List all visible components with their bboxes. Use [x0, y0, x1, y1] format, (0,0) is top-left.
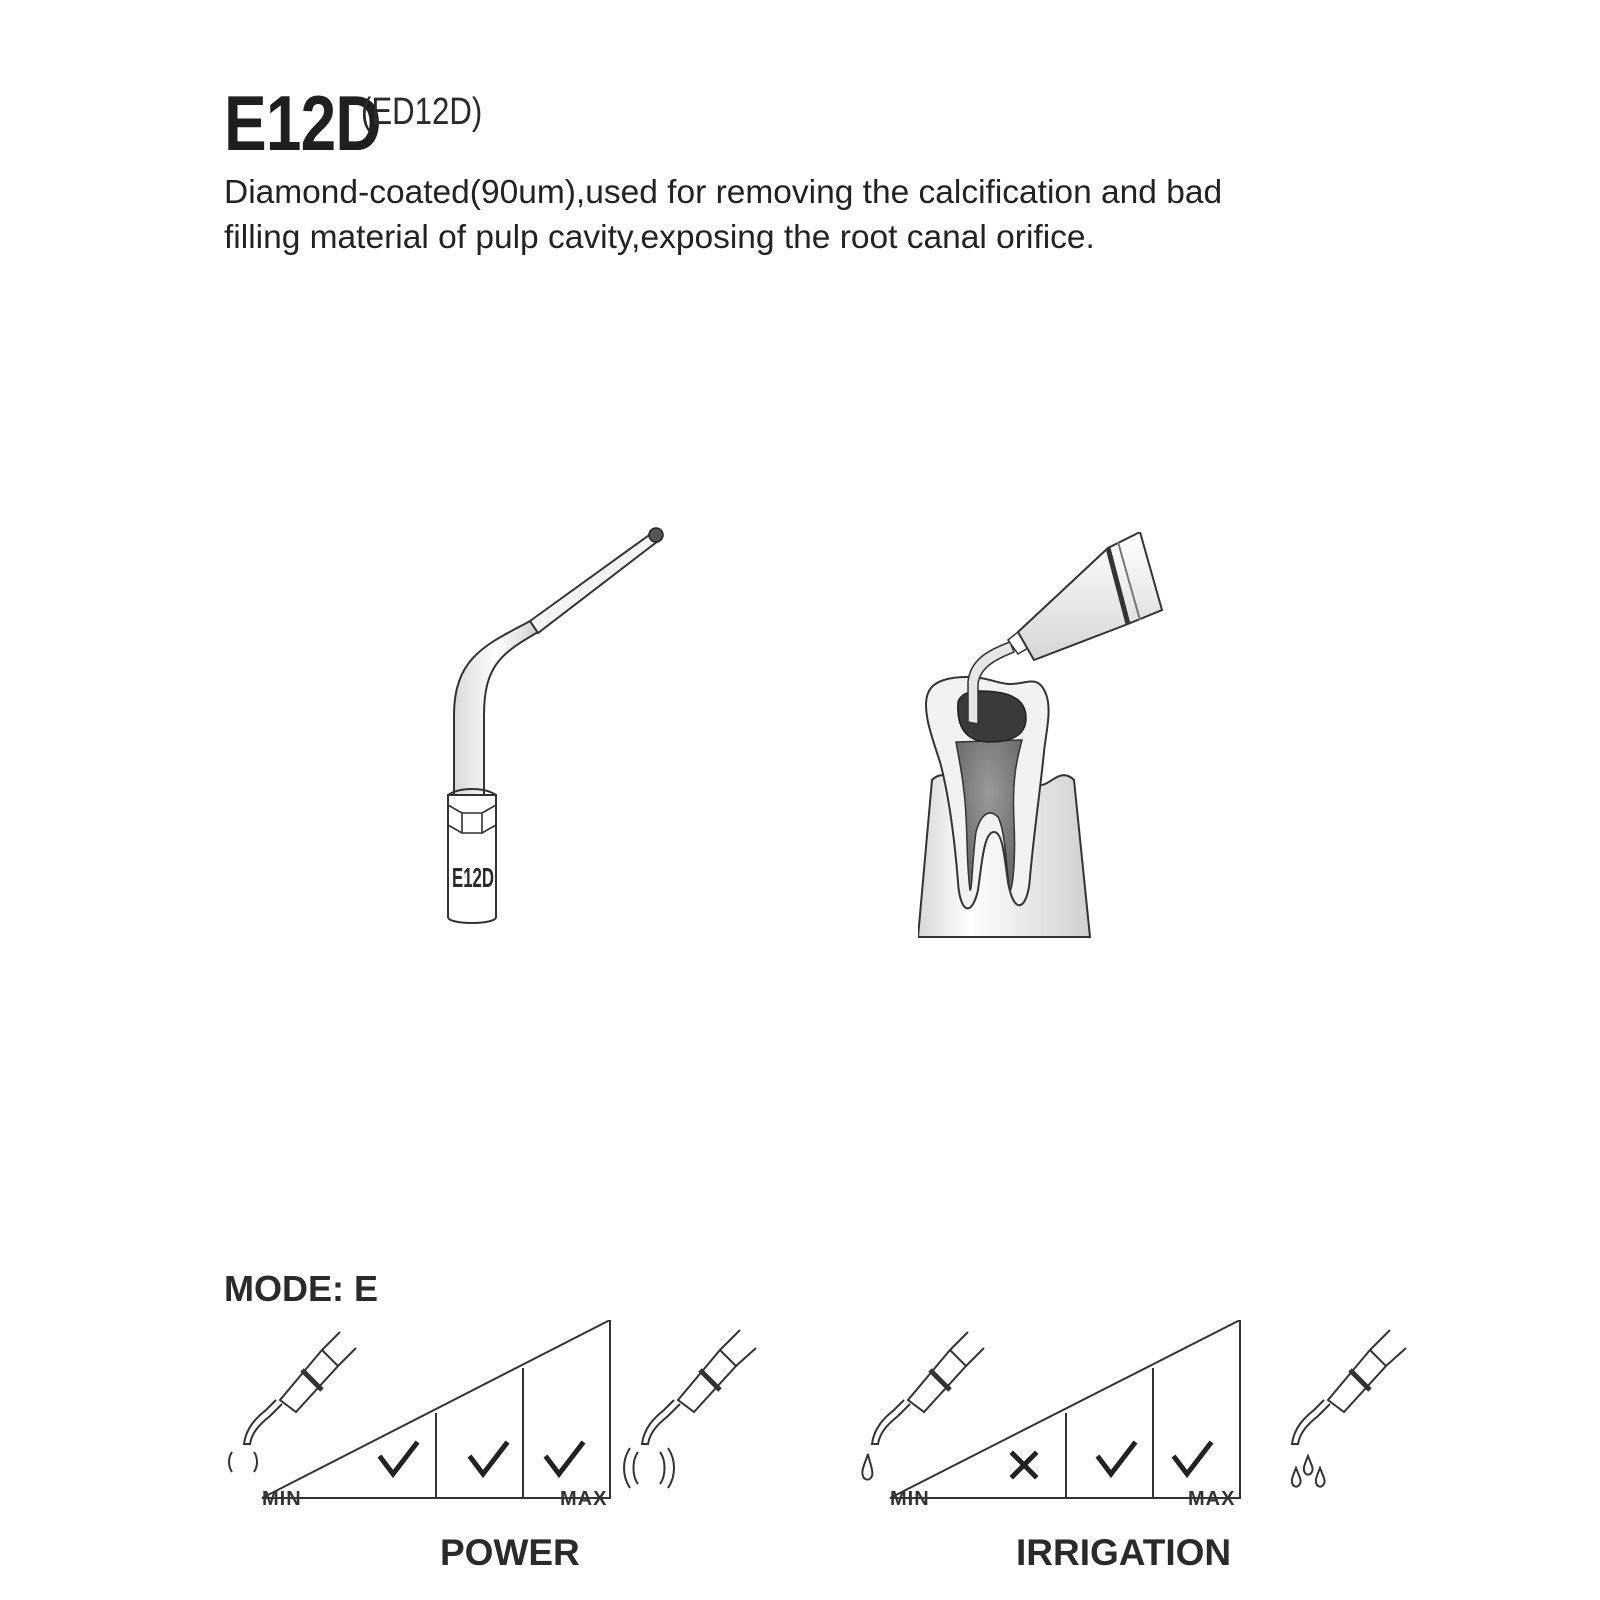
- high-power-handpiece-icon: [624, 1330, 756, 1488]
- tip-engraving-label: E12D: [452, 862, 494, 893]
- diamond-ball-tip: [649, 528, 663, 542]
- irrigation-scale: [838, 1320, 1438, 1510]
- high-irrigation-handpiece-icon: [1292, 1330, 1406, 1487]
- description-line-2: filling material of pulp cavity,exposing the root canal orifice.: [224, 219, 1095, 256]
- power-min-label: MIN: [262, 1488, 302, 1510]
- scaler-tip-illustration: [440, 525, 690, 935]
- low-power-handpiece-icon: [229, 1328, 356, 1472]
- power-caption: POWER: [440, 1532, 580, 1573]
- product-description: [224, 170, 1404, 260]
- irrigation-caption: IRRIGATION: [1016, 1532, 1232, 1573]
- page-title: [224, 78, 509, 169]
- power-scale: [210, 1320, 790, 1510]
- description-line-1: Diamond-coated(90um),used for removing the calcification and bad: [224, 174, 1223, 211]
- power-max-label: MAX: [560, 1488, 608, 1510]
- model-name: E12D: [224, 79, 381, 167]
- irrigation-min-label: MIN: [890, 1488, 930, 1510]
- tooth-usage-illustration: [918, 532, 1178, 952]
- low-irrigation-handpiece-icon: [862, 1332, 984, 1480]
- water-drop-icon: [862, 1454, 872, 1480]
- irrigation-max-label: MAX: [1188, 1488, 1236, 1510]
- alt-model-name: (ED12D): [361, 91, 483, 133]
- mode-label: MODE: E: [224, 1268, 379, 1309]
